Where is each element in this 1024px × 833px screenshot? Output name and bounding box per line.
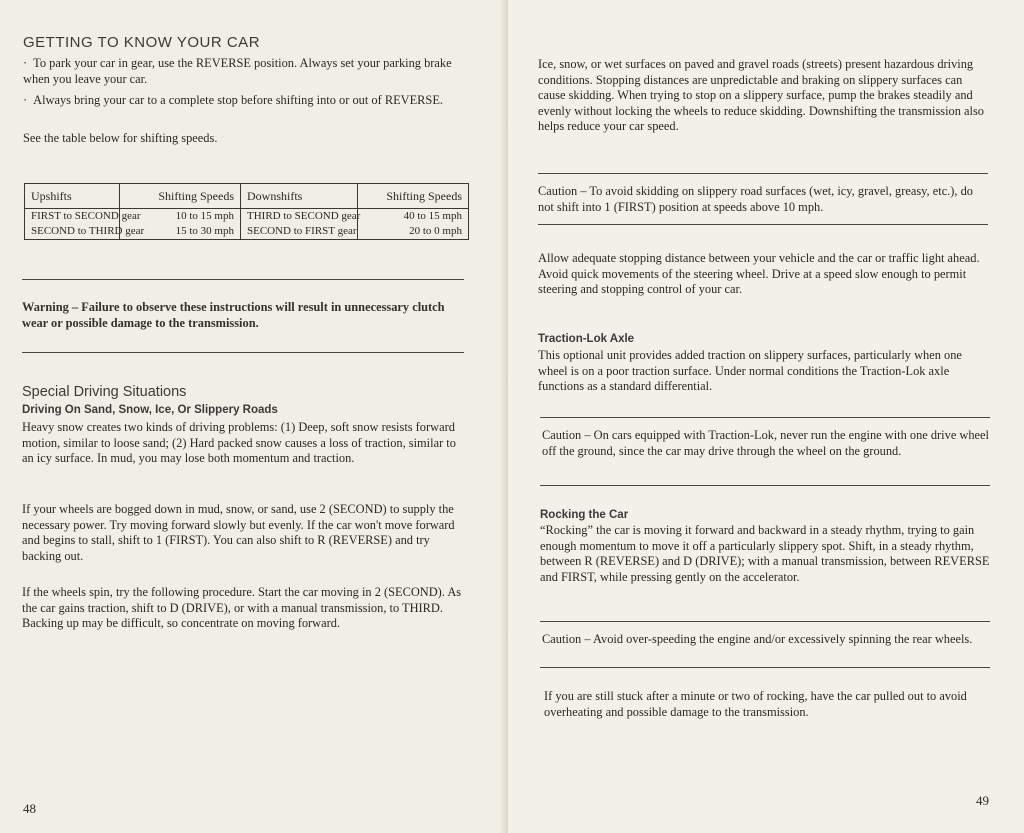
- caution-traction-lok: Caution – On cars equipped with Traction-Lok, never run the engine with one drive wheel off the ground, since the car may drive through the wheel on the ground.: [542, 428, 990, 458]
- caution3-text: Avoid over-speeding the engine and/or excessively spinning the rear wheels.: [592, 632, 973, 646]
- bogged-down-paragraph: If your wheels are bogged down in mud, snow, or sand, use 2 (SECOND) to supply the necessary power. Try moving forward slowly but evenly. If the car won't move forward and begins to stall, shift to 1 (FIRST). You can also shift to R (REVERSE) and try backing out.: [22, 502, 455, 563]
- caution3-top-rule: [540, 621, 990, 622]
- snow-problems-paragraph: Heavy snow creates two kinds of driving problems: (1) Deep, soft snow resists forward motion, similar to loose sand; (2) Hard packed snow causes a loss of traction, similar to an icy surface. In mud, you may lose both momentum and traction.: [22, 420, 456, 466]
- caution2-text: On cars equipped with Traction-Lok, never run the engine with one drive wheel off the ground, since the car may drive through the wheel on the ground.: [542, 428, 990, 458]
- caution1-text: To avoid skidding on slippery road surfaces (wet, icy, gravel, greasy, etc.), do not shift into 1 (FIRST) position at speeds above 10 mph.: [538, 184, 974, 214]
- rocking-heading: Rocking the Car: [540, 509, 629, 521]
- right-page: [508, 0, 1024, 833]
- traction-lok-heading: Traction-Lok Axle: [538, 333, 635, 345]
- table-cell: SECOND to THIRD gear: [25, 224, 120, 240]
- shifting-speeds-table: [24, 183, 469, 240]
- table-cell: SECOND to FIRST gear: [241, 224, 358, 240]
- ice-snow-paragraph: Ice, snow, or wet surfaces on paved and gravel roads (streets) present hazardous driving conditions. Stopping distances are unpredictable and braking on slippery surfaces can cause skidding. When trying to stop on a slippery surface, pump the brakes steadily and evenly without locking the wheels to reduce skidding. Downshifting the transmission also helps reduce your car speed.: [538, 57, 984, 134]
- col-downshift-speeds: Shifting Speeds: [358, 184, 469, 209]
- caution3-label: Caution: [542, 632, 582, 646]
- table-row: [25, 224, 469, 240]
- warning-bottom-rule: [22, 352, 464, 353]
- section-title: GETTING TO KNOW YOUR CAR: [23, 34, 261, 51]
- table-cell: 40 to 15 mph: [358, 209, 469, 225]
- caution-over-speeding: Caution – Avoid over-speeding the engine and/or excessively spinning the rear wheels.: [542, 632, 973, 646]
- page-number-left: 48: [23, 801, 36, 816]
- special-situations-heading: Special Driving Situations: [22, 384, 187, 400]
- warning-label: Warning: [22, 300, 69, 314]
- park-instruction-text: To park your car in gear, use the REVERSE position. Always set your parking brake when you leave your car.: [23, 56, 452, 86]
- col-upshift-speeds: Shifting Speeds: [120, 184, 241, 209]
- col-downshifts: Downshifts: [241, 184, 358, 209]
- traction-lok-paragraph: This optional unit provides added traction on slippery surfaces, particularly when one wheel is on a poor traction surface. Under normal conditions the Traction-Lok axle functions as a standard differential.: [538, 348, 962, 394]
- park-instruction: · To park your car in gear, use the REVERSE position. Always set your parking brake when you leave your car.: [23, 56, 452, 86]
- caution3-bottom-rule: [540, 667, 990, 668]
- caution2-bottom-rule: [540, 485, 990, 486]
- caution2-label: Caution: [542, 428, 582, 442]
- col-upshifts: Upshifts: [25, 184, 120, 209]
- table-cell: 10 to 15 mph: [120, 209, 241, 225]
- left-page: [0, 0, 508, 833]
- caution2-top-rule: [540, 417, 990, 418]
- table-cell: THIRD to SECOND gear: [241, 209, 358, 225]
- caution1-label: Caution: [538, 184, 578, 198]
- caution1-top-rule: [538, 173, 988, 174]
- rocking-paragraph: “Rocking” the car is moving it forward and backward in a steady rhythm, trying to gain enough momentum to move it off a particularly slippery spot. Shift, in a steady rhythm, between R (REVERSE) and D (DRIVE); with a manual transmission, between REVERSE and FIRST, while pressing gently on the accelerator.: [540, 523, 990, 584]
- table-cell: 20 to 0 mph: [358, 224, 469, 240]
- table-cell: FIRST to SECOND gear: [25, 209, 120, 225]
- stop-instruction-text: Always bring your car to a complete stop before shifting into or out of REVERSE.: [33, 93, 443, 107]
- caution-skidding: Caution – To avoid skidding on slippery road surfaces (wet, icy, gravel, greasy, etc.), do not shift into 1 (FIRST) position at speeds above 10 mph.: [538, 184, 974, 214]
- caution1-bottom-rule: [538, 224, 988, 225]
- table-header-row: [25, 184, 469, 209]
- page-number-right: 49: [976, 793, 989, 808]
- warning-note: Warning – Failure to observe these instructions will result in unnecessary clutch wear or possible damage to the transmission.: [22, 300, 445, 330]
- table-cell: 15 to 30 mph: [120, 224, 241, 240]
- wheels-spin-paragraph: If the wheels spin, try the following procedure. Start the car moving in 2 (SECOND). As the car gains traction, shift to D (DRIVE), or with a manual transmission, to THIRD. Backing up may be difficult, so concentrate on moving forward.: [22, 585, 462, 631]
- slippery-roads-heading: Driving On Sand, Snow, Ice, Or Slippery Roads: [22, 404, 278, 416]
- warning-top-rule: [22, 279, 464, 280]
- still-stuck-paragraph: If you are still stuck after a minute or two of rocking, have the car pulled out to avoid overheating and possible damage to the transmission.: [544, 689, 967, 719]
- stopping-distance-paragraph: Allow adequate stopping distance between your vehicle and the car or traffic light ahead. Avoid quick movements of the steering wheel. Drive at a speed slow enough to permit steering and stopping control of your car.: [538, 251, 980, 297]
- table-row: [25, 209, 469, 225]
- table-intro: See the table below for shifting speeds.: [23, 131, 218, 145]
- warning-text: Failure to observe these instructions will result in unnecessary clutch wear or possible damage to the transmission.: [22, 300, 445, 330]
- stop-instruction: · Always bring your car to a complete stop before shifting into or out of REVERSE.: [23, 93, 443, 107]
